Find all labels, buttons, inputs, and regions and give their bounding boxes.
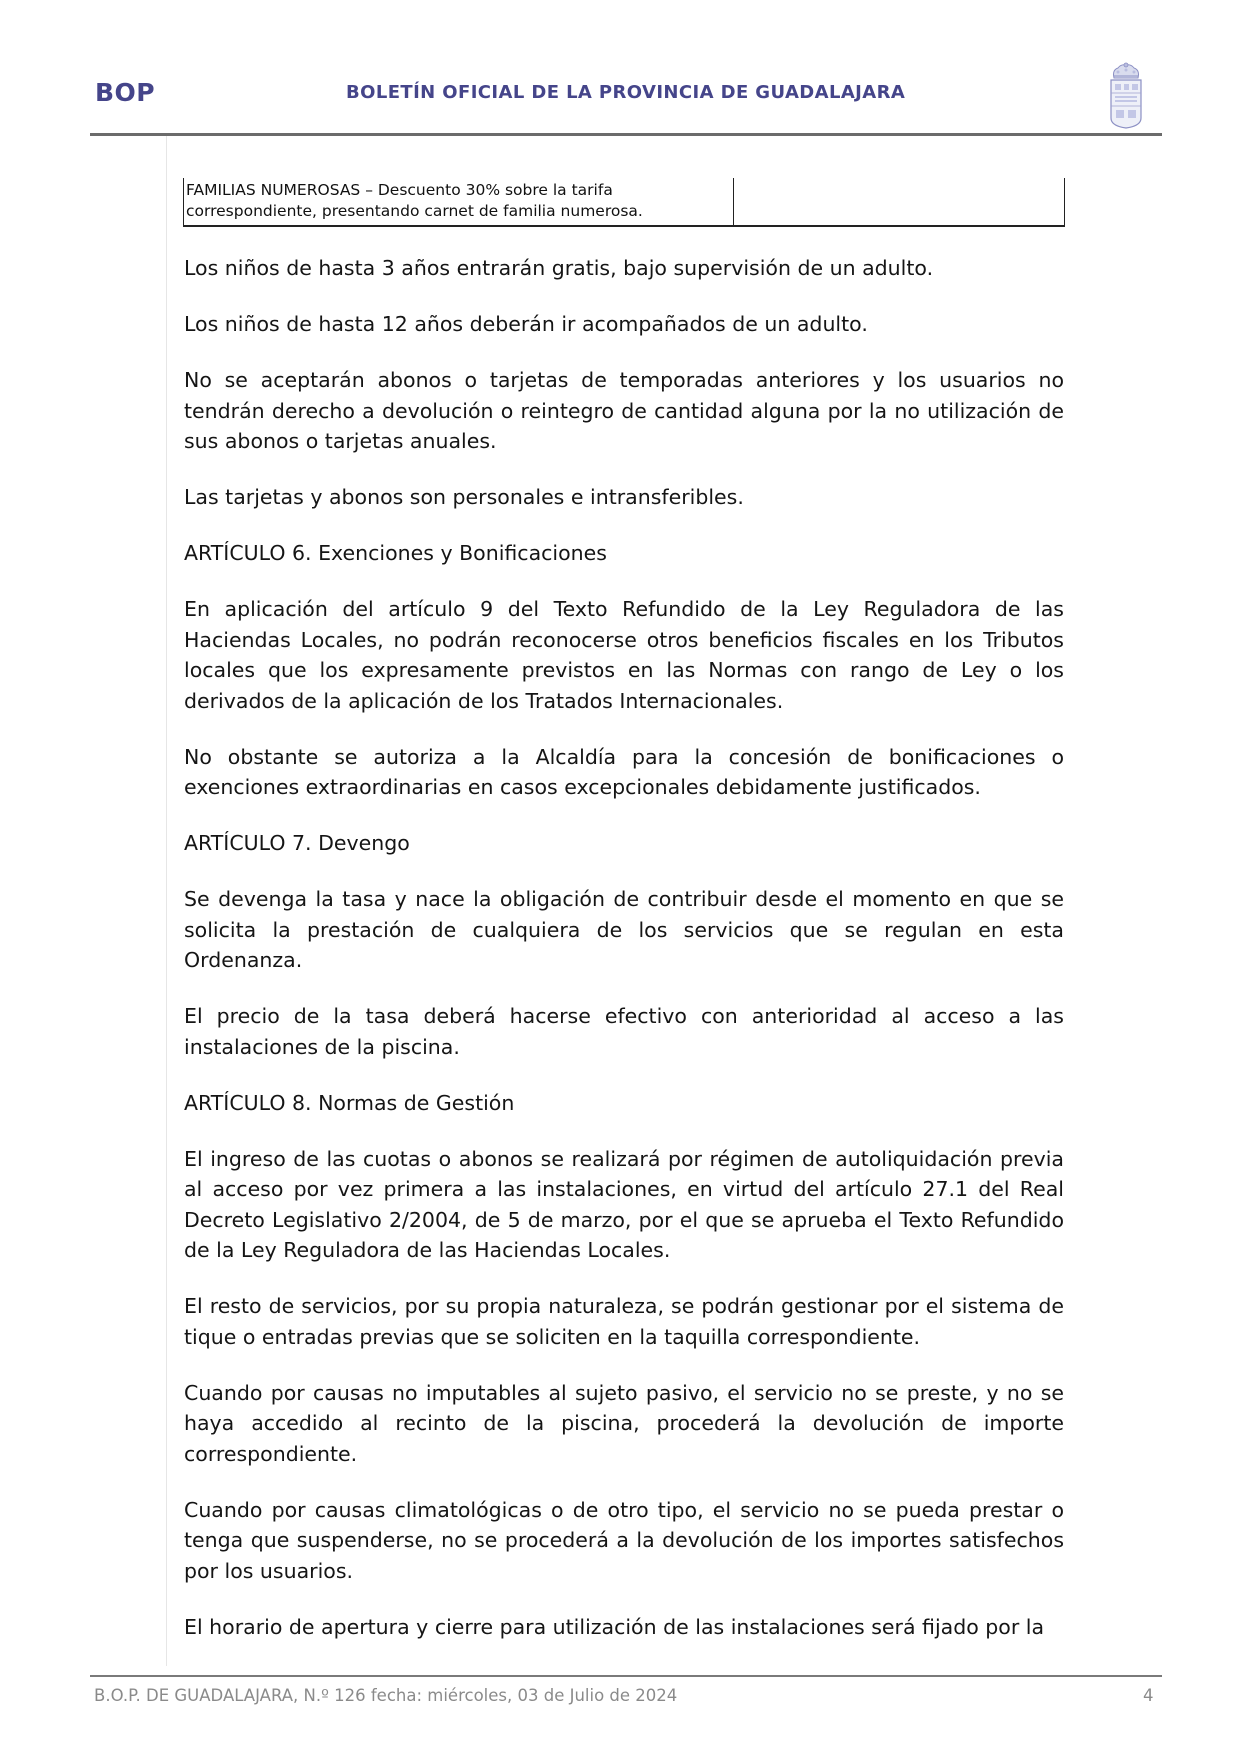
paragraph: Cuando por causas climatológicas o de otro tipo, el servicio no se pueda prestar o tenga que suspenderse, no se procederá a la devolución de los importes satisfechos por los usuarios. xyxy=(184,1497,1064,1583)
table-cell-value xyxy=(734,178,1065,226)
page-header xyxy=(90,60,1160,136)
bop-logo: BOP xyxy=(95,78,156,107)
fee-table xyxy=(183,178,1065,227)
page-number: 4 xyxy=(1143,1686,1154,1705)
left-margin-line xyxy=(166,136,167,1666)
paragraph: Los niños de hasta 3 años entrarán gratis, bajo supervisión de un adulto. xyxy=(184,256,934,280)
table-cell-description: FAMILIAS NUMEROSAS – Descuento 30% sobre la tarifa correspondiente, presentando carnet de familia numerosa. xyxy=(184,178,734,226)
paragraph: El precio de la tasa deberá hacerse efectivo con anterioridad al acceso a las instalaciones de la piscina. xyxy=(184,1004,1064,1059)
paragraph: Los niños de hasta 12 años deberán ir acompañados de un adulto. xyxy=(184,312,868,336)
paragraph: En aplicación del artículo 9 del Texto Refundido de la Ley Reguladora de las Haciendas Locales, no podrán reconocerse otros beneficios fiscales en los Tributos locales que los expresamente previstos en las Normas con rango de Ley o los derivados de la aplicación de los Tratados Internacionales. xyxy=(184,597,1064,713)
footer-citation: B.O.P. DE GUADALAJARA, N.º 126 fecha: miércoles, 03 de Julio de 2024 xyxy=(94,1686,678,1705)
paragraph: El ingreso de las cuotas o abonos se realizará por régimen de autoliquidación previa al acceso por vez primera a las instalaciones, en virtud del artículo 27.1 del Real Decreto Legislativo 2/2004, de 5 de marzo, por el que se aprueba el Texto Refundido de la Ley Reguladora de las Haciendas Locales. xyxy=(184,1146,1064,1262)
article-heading: ARTÍCULO 7. Devengo xyxy=(184,831,410,855)
paragraph: Las tarjetas y abonos son personales e intransferibles. xyxy=(184,485,744,509)
paragraph: El horario de apertura y cierre para utilización de las instalaciones será fijado por la xyxy=(184,1614,1045,1639)
coat-of-arms-icon xyxy=(1106,62,1146,130)
bulletin-title: BOLETÍN OFICIAL DE LA PROVINCIA DE GUADALAJARA xyxy=(346,82,906,103)
article-heading: ARTÍCULO 6. Exenciones y Bonificaciones xyxy=(184,541,607,565)
footer-divider xyxy=(90,1675,1162,1677)
header-divider xyxy=(90,133,1162,136)
paragraph: No se aceptarán abonos o tarjetas de temporadas anteriores y los usuarios no tendrán derecho a devolución o reintegro de cantidad alguna por la no utilización de sus abonos o tarjetas anuales. xyxy=(184,368,1064,453)
paragraph: Cuando por causas no imputables al sujeto pasivo, el servicio no se preste, y no se haya accedido al recinto de la piscina, procederá la devolución de importe correspondiente. xyxy=(184,1380,1064,1466)
paragraph: Se devenga la tasa y nace la obligación de contribuir desde el momento en que se solicita la prestación de cualquiera de los servicios que se regulan en esta Ordenanza. xyxy=(184,887,1064,972)
article-heading: ARTÍCULO 8. Normas de Gestión xyxy=(184,1090,515,1115)
paragraph: El resto de servicios, por su propia naturaleza, se podrán gestionar por el sistema de tique o entradas previas que se soliciten en la taquilla correspondiente. xyxy=(184,1294,1064,1349)
table-row xyxy=(184,178,1065,226)
document-body xyxy=(184,178,1064,1642)
paragraph: No obstante se autoriza a la Alcaldía para la concesión de bonificaciones o exenciones extraordinarias en casos excepcionales debidamente justificados. xyxy=(184,744,1064,799)
